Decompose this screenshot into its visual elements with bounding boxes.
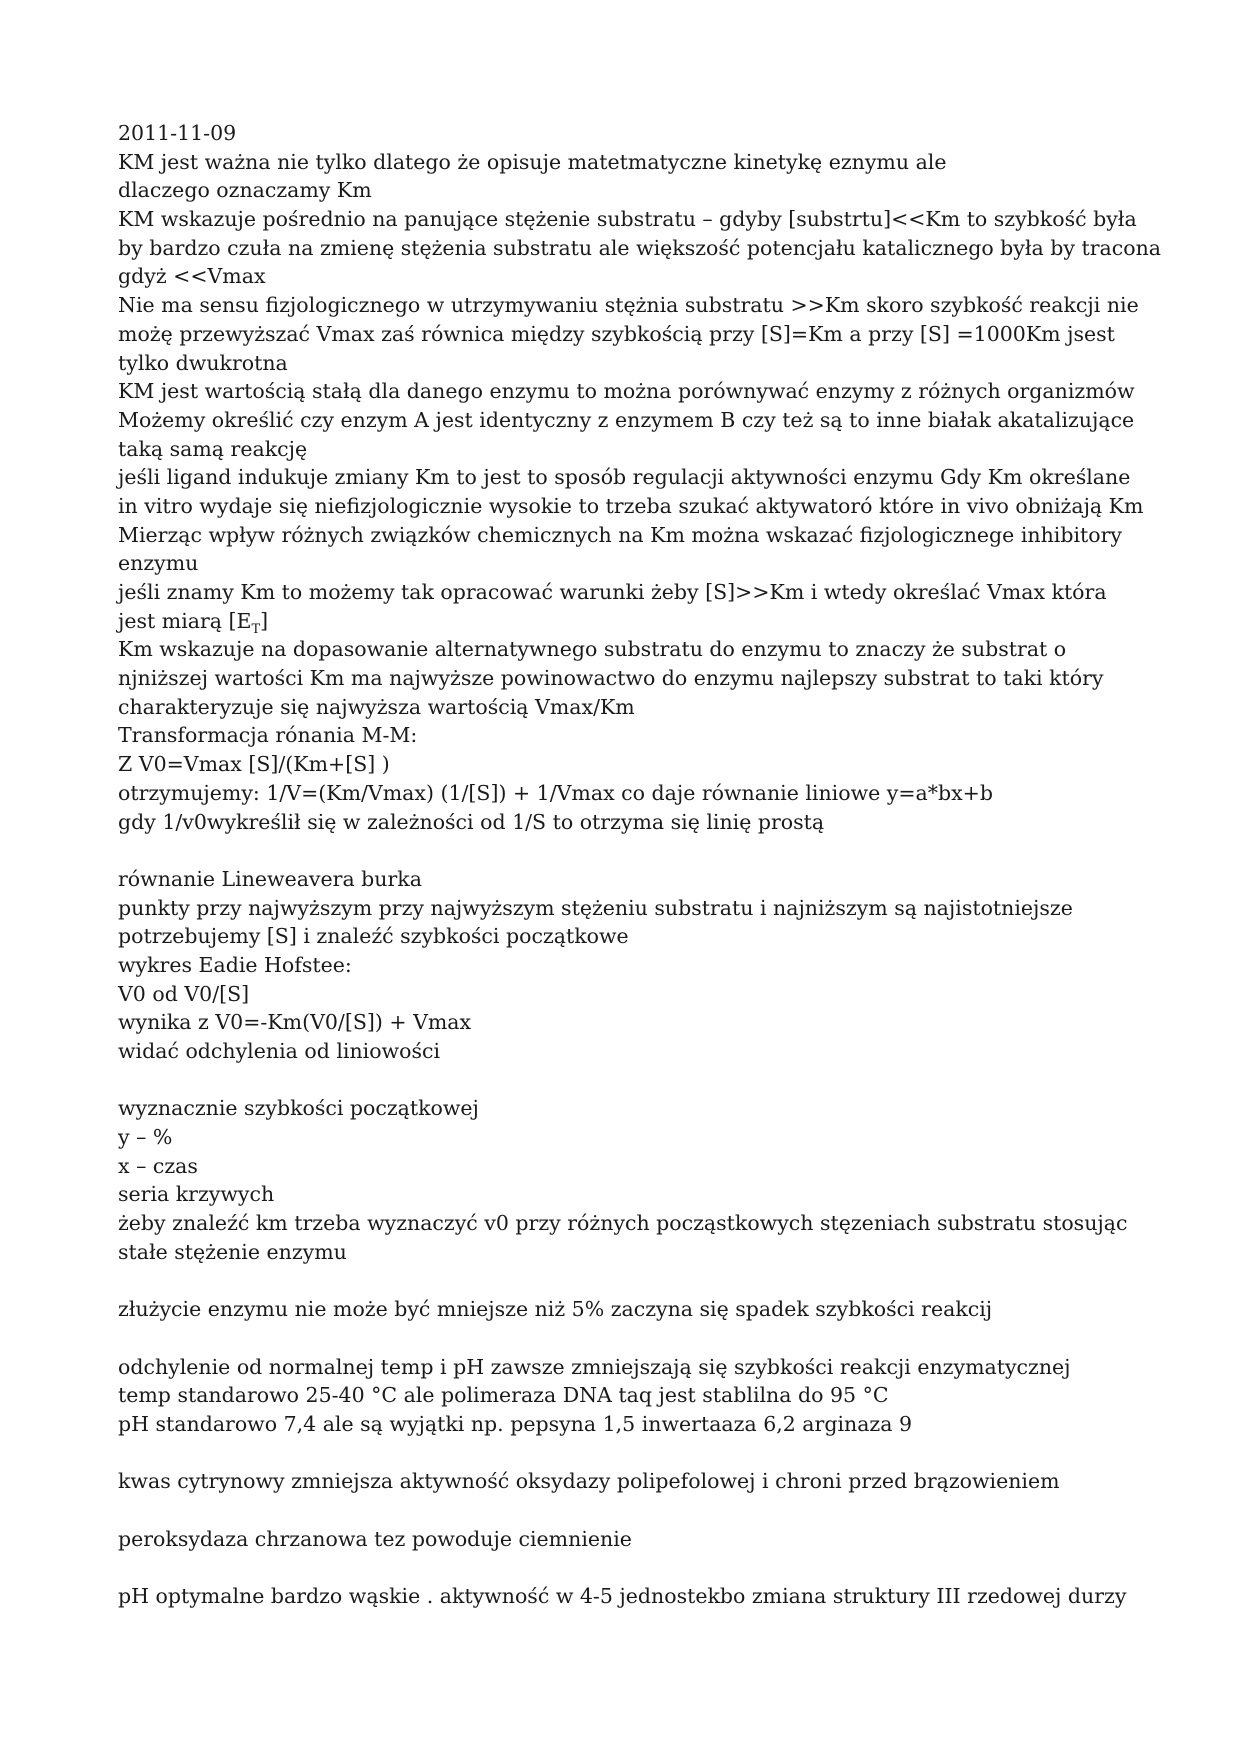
line-text: y – %: [118, 1125, 173, 1150]
line-text: potrzebujemy [S] i znaleźć szybkości początkowe: [118, 924, 629, 949]
text-line: [118, 1582, 1128, 1611]
text-line: [118, 1353, 1128, 1382]
text-line: [118, 262, 1128, 291]
line-text: odchylenie od normalnej temp i pH zawsze zmniejszają się szybkości reakcji enzymatycznej: [118, 1354, 1071, 1379]
line-text: dlaczego oznaczamy Km: [118, 178, 372, 203]
line-text: Mierząc wpływ różnych związków chemicznych na Km można wskazać fizjologicznege inhibitory: [118, 522, 1122, 547]
text-line: [118, 894, 1128, 923]
line-text: kwas cytrynowy zmniejsza aktywność oksydazy polipefolowej i chroni przed brązowieniem: [118, 1469, 1060, 1494]
text-line: [118, 664, 1128, 693]
text-line: [118, 205, 1137, 234]
text-line: [118, 463, 1131, 492]
text-line: [118, 1209, 1128, 1238]
line-text: seria krzywych: [118, 1182, 275, 1207]
text-line: [118, 492, 1144, 521]
text-line: [118, 1295, 1128, 1324]
line-text: Transformacja rónania M-M:: [118, 723, 418, 748]
text-line: [118, 1008, 1128, 1037]
text-line: [118, 1123, 1128, 1152]
line-text: by bardzo czuła na zmienę stężenia substratu ale większość potencjału katalicznego była by tracona: [118, 235, 1161, 260]
blank-line: [118, 836, 1128, 865]
line-text: Km wskazuje na dopasowanie alternatywnego substratu do enzymu to znaczy że substrat o: [118, 637, 1067, 662]
document-date: [118, 119, 1128, 148]
text-line: [118, 1467, 1128, 1496]
line-text: Z V0=Vmax [S]/(Km+[S] ): [118, 752, 390, 777]
document-body: [118, 119, 1161, 1611]
line-text: x – czas: [118, 1153, 198, 1178]
text-line: [118, 291, 1139, 320]
line-text: temp standarowo 25-40 °C ale polimeraza DNA taq jest stablilna do 95 °C: [118, 1383, 889, 1408]
line-text: gdyż <<Vmax: [118, 264, 266, 289]
line-text: wynika z V0=-Km(V0/[S]) + Vmax: [118, 1010, 472, 1035]
subscript-suffix: ]: [260, 608, 269, 633]
line-text: pH standarowo 7,4 ale są wyjątki np. pepsyna 1,5 inwertaaza 6,2 arginaza 9: [118, 1411, 913, 1436]
blank-line: [118, 1439, 1128, 1468]
text-line: [118, 808, 1128, 837]
text-line: [118, 865, 1128, 894]
text-line: [118, 176, 1128, 205]
text-line: [118, 406, 1135, 435]
line-text: równanie Lineweavera burka: [118, 866, 422, 891]
line-text: Możemy określić czy enzym A jest identyczny z enzymem B czy też są to inne białak akatalizujące: [118, 407, 1135, 432]
subscript-t: T: [251, 621, 261, 637]
blank-line: [118, 1066, 1128, 1095]
line-text: in vitro wydaje się niefizjologicznie wysokie to trzeba szukać aktywatoró które in vivo obniżają Km: [118, 493, 1144, 518]
text-line: [118, 1525, 1128, 1554]
line-text: peroksydaza chrzanowa tez powoduje ciemnienie: [118, 1526, 632, 1551]
text-line: [118, 1180, 1128, 1209]
text-line: [118, 635, 1128, 664]
text-line: [118, 980, 1128, 1009]
text-line: [118, 521, 1128, 550]
text-line: [118, 721, 1128, 750]
line-text: gdy 1/v0wykreślił się w zależności od 1/S to otrzyma się linię prostą: [118, 809, 825, 834]
text-line: [118, 578, 1128, 607]
text-line: [118, 693, 1128, 722]
text-line: [118, 148, 1128, 177]
line-text: taką samą reakcję: [118, 436, 308, 461]
line-text: charakteryzuje się najwyższa wartością Vmax/Km: [118, 694, 635, 719]
text-line: [118, 1094, 1128, 1123]
line-text: otrzymujemy: 1/V=(Km/Vmax) (1/[S]) + 1/Vmax co daje równanie liniowe y=a*bx+b: [118, 780, 993, 805]
text-line: [118, 435, 1128, 464]
line-text: jeśli ligand indukuje zmiany Km to jest to sposób regulacji aktywności enzymu Gdy Km określane: [118, 465, 1131, 490]
line-text: KM jest ważna nie tylko dlatego że opisuje matetmatyczne kinetykę eznymu ale: [118, 149, 947, 174]
text-line: [118, 922, 1128, 951]
text-line: [118, 1410, 1128, 1439]
line-text: jest miarą [E: [118, 608, 252, 633]
text-line: [118, 377, 1135, 406]
text-line: [118, 951, 1128, 980]
line-text: njniższej wartości Km ma najwyższe powinowactwo do enzymu najlepszy substrat to taki który: [118, 666, 1104, 691]
line-text: Nie ma sensu fizjologicznego w utrzymywaniu stężnia substratu >>Km skoro szybkość reakcji nie: [118, 293, 1139, 318]
blank-line: [118, 1267, 1128, 1296]
text-line: [118, 750, 1128, 779]
line-text: 2011-11-09: [118, 121, 237, 145]
line-text: żeby znaleźć km trzeba wyznaczyć v0 przy różnych począstkowych stęzeniach substratu stosując: [118, 1211, 1128, 1236]
text-line: [118, 349, 1128, 378]
text-line: [118, 549, 1128, 578]
text-line: [118, 1037, 1128, 1066]
line-text: złużycie enzymu nie może być mniejsze niż 5% zaczyna się spadek szybkości reakcij: [118, 1297, 993, 1322]
line-text: wyznacznie szybkości początkowej: [118, 1096, 479, 1121]
line-text: pH optymalne bardzo wąskie . aktywność w 4-5 jednostekbo zmiana struktury III rzedowej durzy: [118, 1584, 1127, 1609]
blank-line: [118, 1324, 1128, 1353]
line-text: KM jest wartością stałą dla danego enzymu to można porównywać enzymy z różnych organizmów: [118, 379, 1135, 404]
line-text: enzymu: [118, 551, 199, 576]
blank-line: [118, 1496, 1128, 1525]
text-line: [118, 779, 1128, 808]
text-line: [118, 1381, 1128, 1410]
text-line: [118, 1238, 1128, 1267]
line-text: wykres Eadie Hofstee:: [118, 952, 352, 977]
text-line: [118, 1152, 1128, 1181]
line-text: stałe stężenie enzymu: [118, 1239, 347, 1264]
line-text: tylko dwukrotna: [118, 350, 288, 375]
blank-line: [118, 1553, 1128, 1582]
text-line: [118, 320, 1128, 349]
line-text: możę przewyższać Vmax zaś równica między szybkością przy [S]=Km a przy [S] =1000Km jsest: [118, 321, 1115, 346]
line-text: V0 od V0/[S]: [118, 981, 250, 1006]
line-text: KM wskazuje pośrednio na panujące stężenie substratu – gdyby [substrtu]<<Km to szybkość była: [118, 207, 1137, 232]
text-line: [118, 607, 1128, 636]
line-text: widać odchylenia od liniowości: [118, 1039, 441, 1063]
line-text: jeśli znamy Km to możemy tak opracować warunki żeby [S]>>Km i wtedy określać Vmax która: [118, 580, 1107, 604]
text-line: [118, 234, 1161, 263]
line-text: punkty przy najwyższym przy najwyższym stężeniu substratu i najniższym są najistotniejsze: [118, 895, 1073, 920]
